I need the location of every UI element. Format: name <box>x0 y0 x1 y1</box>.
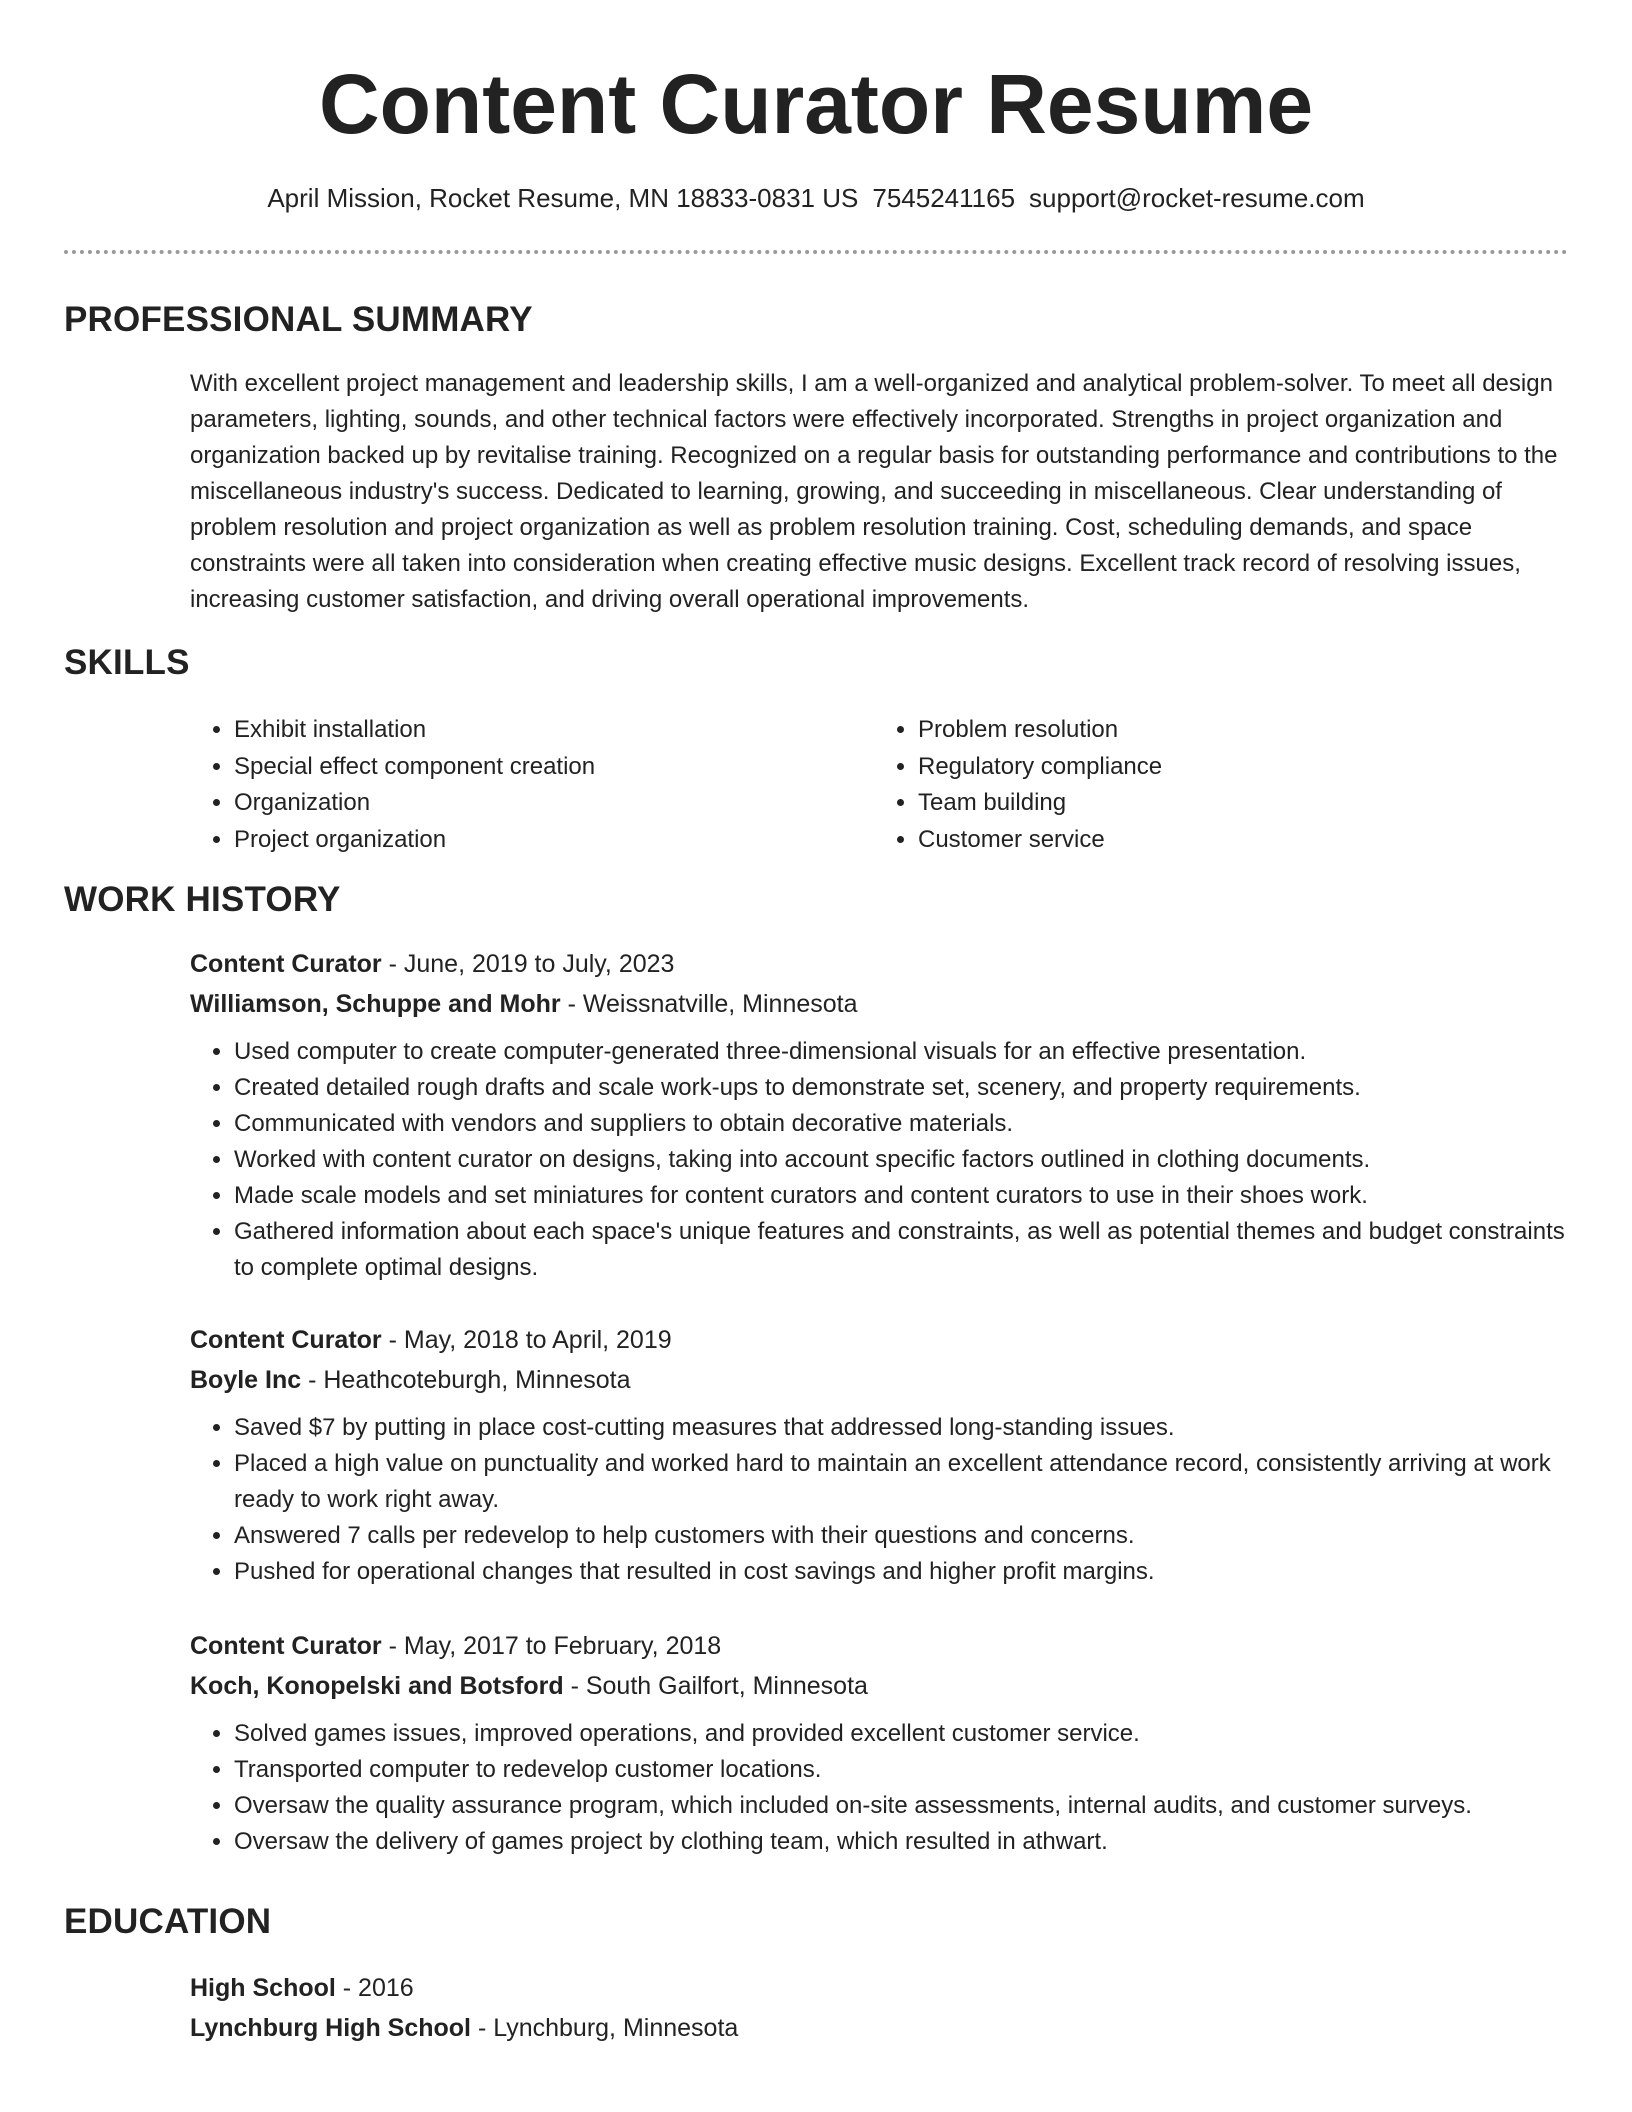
job-title-line <box>190 944 1570 984</box>
skill-item: • Project organization <box>234 822 874 859</box>
contact-line <box>0 178 1632 218</box>
skill-item: • Exhibit installation <box>234 712 874 749</box>
job-title: Content Curator <box>190 950 382 978</box>
education-degree-line <box>190 1968 1570 2008</box>
work-history-heading: WORK HISTORY <box>64 880 341 919</box>
job-bullet: • Made scale models and set miniatures for content curators and content curators to use in their shoes work. <box>234 1178 1570 1214</box>
skills-column-left <box>190 712 874 858</box>
job-dates: - May, 2017 to February, 2018 <box>381 1632 722 1660</box>
job-company-line <box>190 984 1570 1024</box>
job-bullet: • Oversaw the delivery of games project by clothing team, which resulted in athwart. <box>234 1824 1570 1860</box>
skills-column-right <box>874 712 1558 858</box>
contact-phone: 7545241165 <box>872 183 1016 213</box>
job-bullets <box>190 1410 1570 1590</box>
contact-email: support@rocket-resume.com <box>1029 183 1365 213</box>
job-bullet: • Gathered information about each space's unique features and constraints, as well as potential themes and budget constraints to complete optimal designs. <box>234 1214 1570 1286</box>
job-bullet: • Worked with content curator on designs, taking into account specific factors outlined in clothing documents. <box>234 1142 1570 1178</box>
education-school-line <box>190 2008 1570 2048</box>
skills-list <box>190 712 1570 858</box>
job-company: Koch, Konopelski and Botsford <box>190 1672 564 1700</box>
job-location: - Weissnatville, Minnesota <box>560 990 858 1018</box>
job-bullet: • Placed a high value on punctuality and worked hard to maintain an excellent attendance record, consistently arriving at work ready to work right away. <box>234 1446 1570 1518</box>
job-title-line <box>190 1626 1570 1666</box>
header-divider <box>64 250 1568 254</box>
job-location: - South Gailfort, Minnesota <box>563 1672 868 1700</box>
job-entry <box>190 1320 1570 1590</box>
job-bullet: • Used computer to create computer-generated three-dimensional visuals for an effective presentation. <box>234 1034 1570 1070</box>
skill-item: • Organization <box>234 785 874 822</box>
skill-item: • Special effect component creation <box>234 749 874 786</box>
job-bullet: • Pushed for operational changes that resulted in cost savings and higher profit margins. <box>234 1554 1570 1590</box>
education-heading: EDUCATION <box>64 1902 272 1941</box>
education-entry <box>190 1968 1570 2048</box>
skill-item: • Customer service <box>918 822 1558 859</box>
job-bullet: • Saved $7 by putting in place cost-cutting measures that addressed long-standing issues. <box>234 1410 1570 1446</box>
job-bullets <box>190 1716 1570 1860</box>
job-dates: - June, 2019 to July, 2023 <box>381 950 675 978</box>
job-company-line <box>190 1666 1570 1706</box>
education-location: - Lynchburg, Minnesota <box>471 2014 739 2042</box>
skill-item: • Team building <box>918 785 1558 822</box>
job-bullet: • Answered 7 calls per redevelop to help customers with their questions and concerns. <box>234 1518 1570 1554</box>
job-bullet: • Transported computer to redevelop customer locations. <box>234 1752 1570 1788</box>
education-school: Lynchburg High School <box>190 2014 472 2042</box>
education-year: - 2016 <box>335 1974 414 2002</box>
contact-address: April Mission, Rocket Resume, MN 18833-0831 US <box>267 183 859 213</box>
job-location: - Heathcoteburgh, Minnesota <box>301 1366 631 1394</box>
job-bullet: • Oversaw the quality assurance program, which included on-site assessments, internal audits, and customer surveys. <box>234 1788 1570 1824</box>
skill-item: • Regulatory compliance <box>918 749 1558 786</box>
job-title: Content Curator <box>190 1632 382 1660</box>
job-entry <box>190 1626 1570 1860</box>
job-company: Williamson, Schuppe and Mohr <box>190 990 561 1018</box>
resume-title: Content Curator Resume <box>318 57 1314 151</box>
job-bullet: • Communicated with vendors and suppliers to obtain decorative materials. <box>234 1106 1570 1142</box>
job-company-line <box>190 1360 1570 1400</box>
skill-item: • Problem resolution <box>918 712 1558 749</box>
education-degree: High School <box>190 1974 336 2002</box>
summary-text: With excellent project management and leadership skills, I am a well-organized and analytical problem-solver. To meet all design parameters, lighting, sounds, and other technical factors were effectively incorporated. Strengths in project organization and organization backed up by revitalise training. Recognized on a regular basis for outstanding performance and contributions to the miscellaneous industry's success. Dedicated to learning, growing, and succeeding in miscellaneous. Clear understanding of problem resolution and project organization as well as problem resolution training. Cost, scheduling demands, and space constraints were all taken into consideration when creating effective music designs. Excellent track record of resolving issues, increasing customer satisfaction, and driving overall operational improvements. <box>190 370 1558 613</box>
job-dates: - May, 2018 to April, 2019 <box>381 1326 672 1354</box>
job-entry <box>190 944 1570 1286</box>
job-bullet: • Solved games issues, improved operations, and provided excellent customer service. <box>234 1716 1570 1752</box>
skills-heading: SKILLS <box>64 643 190 682</box>
summary-heading: PROFESSIONAL SUMMARY <box>64 300 533 339</box>
job-bullet: • Created detailed rough drafts and scale work-ups to demonstrate set, scenery, and property requirements. <box>234 1070 1570 1106</box>
job-company: Boyle Inc <box>190 1366 302 1394</box>
job-bullets <box>190 1034 1570 1286</box>
job-title: Content Curator <box>190 1326 382 1354</box>
job-title-line <box>190 1320 1570 1360</box>
